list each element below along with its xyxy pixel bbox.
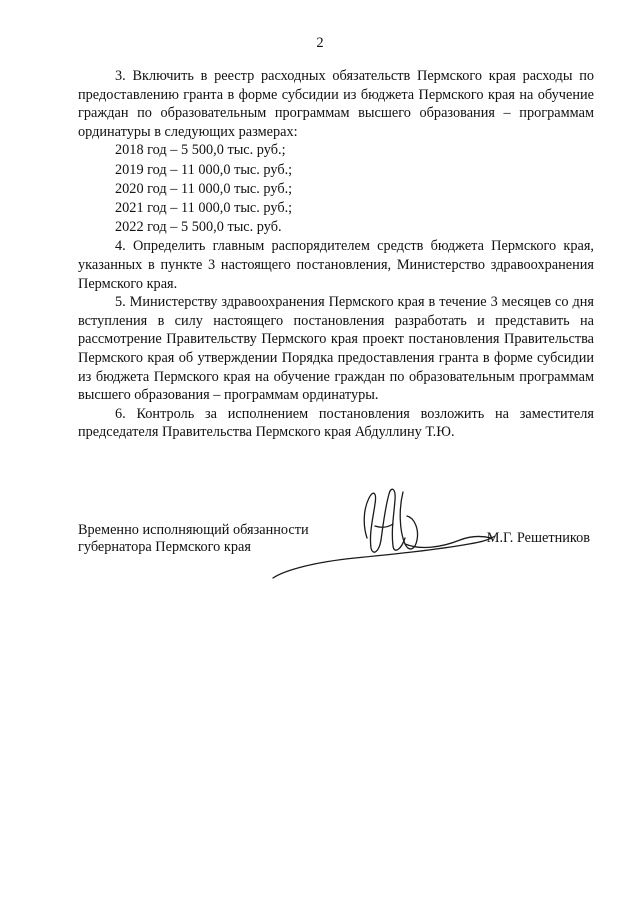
budget-year-list: [78, 141, 594, 237]
paragraph-4: 4. Определить главным распорядителем средств бюджета Пермского края, указанных в пункте 3 настоящего постановления, Министерство здравоохранения Пермского края.: [78, 238, 594, 292]
signer-position-line-1: Временно исполняющий обязанности: [78, 522, 309, 538]
document-body: [78, 67, 594, 442]
paragraph-3: 3. Включить в реестр расходных обязательств Пермского края расходы по предоставлению гранта в форме субсидии из бюджета Пермского края на обучение граждан по образовательным программам высшего образования – программам ординатуры в следующих размерах:: [78, 68, 594, 140]
budget-year-2020: 2020 год – 11 000,0 тыс. руб.;: [115, 180, 293, 197]
page-number: 2: [316, 35, 324, 51]
handwritten-signature: [255, 478, 505, 588]
budget-year-2019: 2019 год – 11 000,0 тыс. руб.;: [115, 161, 293, 178]
budget-year-2018: 2018 год – 5 500,0 тыс. руб.;: [115, 142, 286, 159]
paragraph-6: 6. Контроль за исполнением постановления возложить на заместителя председателя Правительства Пермского края Абдуллину Т.Ю.: [78, 405, 594, 441]
signer-name: М.Г. Решетников: [486, 530, 590, 546]
signer-position-line-2: губернатора Пермского края: [78, 538, 251, 555]
paragraph-5: 5. Министерству здравоохранения Пермского края в течение 3 месяцев со дня вступления в силу настоящего постановления разработать и представить на рассмотрение Правительству Пермского края проект постановления Правительства Пермского края об утверждении Порядка предоставления гранта в форме субсидии из бюджета Пермского края на обучение граждан по образовательным программам высшего образования – программам ординатуры.: [78, 294, 594, 404]
budget-year-2022: 2022 год – 5 500,0 тыс. руб.: [115, 219, 282, 236]
budget-year-2021: 2021 год – 11 000,0 тыс. руб.;: [115, 199, 293, 216]
